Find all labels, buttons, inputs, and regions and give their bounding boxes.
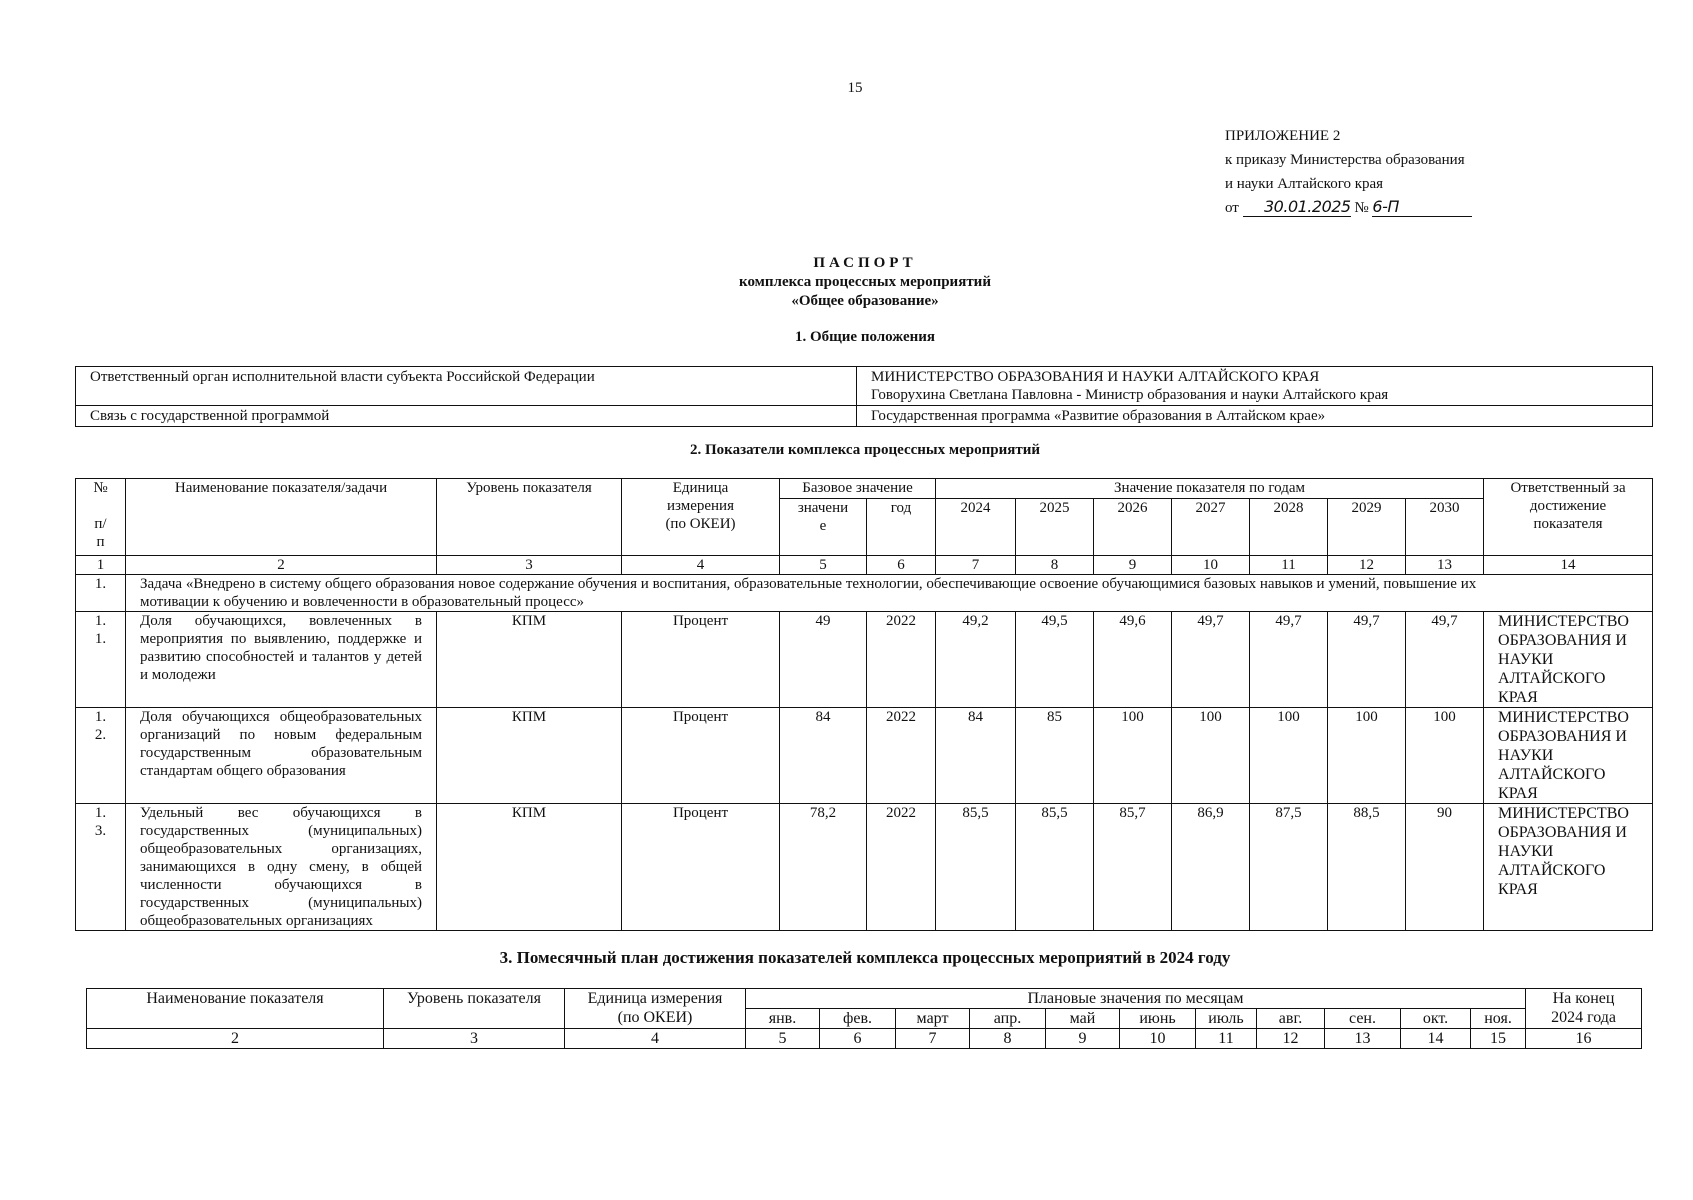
header-level: Уровень показателя xyxy=(437,479,622,556)
year-value: 49,5 xyxy=(1016,612,1094,708)
col-number: 2 xyxy=(87,1029,384,1049)
table-row xyxy=(76,804,1653,931)
col-number: 1 xyxy=(76,556,126,575)
ministry-name: МИНИСТЕРСТВО ОБРАЗОВАНИЯ И НАУКИ АЛТАЙСКОГО КРАЯ xyxy=(871,369,1320,385)
year-value: 88,5 xyxy=(1328,804,1406,931)
year-value: 100 xyxy=(1328,708,1406,804)
col-number: 13 xyxy=(1406,556,1484,575)
base-value: 49 xyxy=(780,612,867,708)
header-row xyxy=(76,479,1653,499)
header-year: 2024 xyxy=(936,499,1016,556)
header-by-years: Значение показателя по годам xyxy=(936,479,1484,499)
row-num-a: 1. xyxy=(94,805,107,821)
base-value: 78,2 xyxy=(780,804,867,931)
row-num xyxy=(76,708,126,804)
col-number: 13 xyxy=(1325,1029,1401,1049)
row-num xyxy=(76,804,126,931)
base-year: 2022 xyxy=(867,708,936,804)
section-1-heading: 1. Общие положения xyxy=(794,329,936,345)
indicator-unit: Процент xyxy=(622,612,780,708)
table-row xyxy=(76,708,1653,804)
header-name: Наименование показателя/задачи xyxy=(126,479,437,556)
header-year: 2030 xyxy=(1406,499,1484,556)
year-value: 100 xyxy=(1250,708,1328,804)
header-year: 2026 xyxy=(1094,499,1172,556)
header-month: март xyxy=(896,1009,970,1029)
col-number: 11 xyxy=(1250,556,1328,575)
header-planned: Плановые значения по месяцам xyxy=(746,989,1526,1009)
col-number: 7 xyxy=(936,556,1016,575)
header-num xyxy=(76,479,126,556)
year-value: 49,7 xyxy=(1172,612,1250,708)
header-month: янв. xyxy=(746,1009,820,1029)
year-value: 49,6 xyxy=(1094,612,1172,708)
appendix-title: ПРИЛОЖЕНИЕ 2 xyxy=(1225,128,1341,144)
col-number: 5 xyxy=(780,556,867,575)
header-month: ноя. xyxy=(1471,1009,1526,1029)
year-value: 85,5 xyxy=(936,804,1016,931)
col-number: 6 xyxy=(867,556,936,575)
responsible-body-label: Ответственный орган исполнительной власти субъекта Российской Федерации xyxy=(76,367,857,406)
header-resp-b: достижение xyxy=(1529,498,1607,514)
responsible: МИНИСТЕРСТВО ОБРАЗОВАНИЯ И НАУКИ АЛТАЙСКОГО КРАЯ xyxy=(1484,804,1653,931)
title-line-3: «Общее образование» xyxy=(791,293,939,309)
header-unit-a: Единица измерения xyxy=(587,990,723,1007)
header-num-c: п xyxy=(96,534,105,550)
section-2-heading: 2. Показатели комплекса процессных мероприятий xyxy=(689,442,1040,458)
col-number: 9 xyxy=(1094,556,1172,575)
col-number: 9 xyxy=(1046,1029,1120,1049)
header-month: апр. xyxy=(970,1009,1046,1029)
appendix-line-2: и науки Алтайского края xyxy=(1225,176,1384,192)
monthly-plan-table xyxy=(86,988,1642,1049)
header-month: фев. xyxy=(820,1009,896,1029)
header-num-b: п/ xyxy=(94,516,107,532)
base-value: 84 xyxy=(780,708,867,804)
program-link-label: Связь с государственной программой xyxy=(76,406,857,427)
year-value: 87,5 xyxy=(1250,804,1328,931)
year-value: 49,7 xyxy=(1406,612,1484,708)
col-number: 7 xyxy=(896,1029,970,1049)
header-year: 2028 xyxy=(1250,499,1328,556)
table-row xyxy=(76,367,1653,406)
year-value: 100 xyxy=(1406,708,1484,804)
year-value: 49,7 xyxy=(1250,612,1328,708)
col-number: 14 xyxy=(1401,1029,1471,1049)
row-num-b: 2. xyxy=(94,727,107,743)
col-number: 8 xyxy=(970,1029,1046,1049)
from-label: от xyxy=(1225,200,1239,216)
header-base-value xyxy=(780,499,867,556)
col-number: 15 xyxy=(1471,1029,1526,1049)
year-value: 49,7 xyxy=(1328,612,1406,708)
minister-name: Говорухина Светлана Павловна - Министр образования и науки Алтайского края xyxy=(871,387,1389,403)
header-resp-a: Ответственный за xyxy=(1510,480,1626,496)
year-value: 90 xyxy=(1406,804,1484,931)
general-provisions-table xyxy=(75,366,1653,427)
header-unit-b: (по ОКЕИ) xyxy=(617,1009,693,1026)
year-value: 85 xyxy=(1016,708,1094,804)
header-month: май xyxy=(1046,1009,1120,1029)
header-name: Наименование показателя xyxy=(87,989,384,1029)
header-year: 2025 xyxy=(1016,499,1094,556)
table-row xyxy=(76,406,1653,427)
page-number: 15 xyxy=(847,80,863,96)
task-num: 1. xyxy=(76,575,126,612)
number-label: № xyxy=(1354,200,1369,216)
header-end-a: На конец xyxy=(1552,990,1615,1007)
col-number: 11 xyxy=(1196,1029,1257,1049)
header-month: авг. xyxy=(1257,1009,1325,1029)
year-value: 85,5 xyxy=(1016,804,1094,931)
header-base-year: год xyxy=(867,499,936,556)
header-year: 2029 xyxy=(1328,499,1406,556)
appendix-line-1: к приказу Министерства образования xyxy=(1225,152,1465,168)
header-unit xyxy=(565,989,746,1029)
year-value: 85,7 xyxy=(1094,804,1172,931)
column-numbers-row xyxy=(87,1029,1642,1049)
task-row xyxy=(76,575,1653,612)
indicators-table xyxy=(75,478,1653,931)
header-base-value-a: значени xyxy=(797,500,849,516)
col-number: 10 xyxy=(1120,1029,1196,1049)
year-value: 100 xyxy=(1094,708,1172,804)
year-value: 86,9 xyxy=(1172,804,1250,931)
task-text-line-2: мотивации к обучению и вовлеченности в образовательный процесс» xyxy=(140,594,585,610)
task-text xyxy=(126,575,1653,612)
responsible: МИНИСТЕРСТВО ОБРАЗОВАНИЯ И НАУКИ АЛТАЙСКОГО КРАЯ xyxy=(1484,612,1653,708)
header-month: июнь xyxy=(1120,1009,1196,1029)
column-numbers-row xyxy=(76,556,1653,575)
col-number: 12 xyxy=(1328,556,1406,575)
header-row xyxy=(87,989,1642,1009)
header-end-of-year xyxy=(1526,989,1642,1029)
header-resp-c: показателя xyxy=(1533,516,1603,532)
col-number: 16 xyxy=(1526,1029,1642,1049)
indicator-level: КПМ xyxy=(437,804,622,931)
handwritten-number: 6-П xyxy=(1372,198,1472,217)
indicator-level: КПМ xyxy=(437,708,622,804)
header-base-value-b: е xyxy=(819,518,827,534)
program-link-value: Государственная программа «Развитие образования в Алтайском крае» xyxy=(857,406,1653,427)
task-text-line-1: Задача «Внедрено в систему общего образования новое содержание обучения и воспитания, образовательные технологии, обеспечивающие освоение обучающимися базовых навыков и умений, повышение их xyxy=(140,576,1477,592)
col-number: 3 xyxy=(437,556,622,575)
col-number: 4 xyxy=(565,1029,746,1049)
year-value: 84 xyxy=(936,708,1016,804)
header-base: Базовое значение xyxy=(780,479,936,499)
row-num-b: 3. xyxy=(94,823,107,839)
year-value: 49,2 xyxy=(936,612,1016,708)
order-date-line xyxy=(1225,196,1472,220)
header-month: окт. xyxy=(1401,1009,1471,1029)
header-month: сен. xyxy=(1325,1009,1401,1029)
year-value: 100 xyxy=(1172,708,1250,804)
appendix-block xyxy=(1225,124,1472,220)
header-unit-b: измерения xyxy=(666,498,734,514)
col-number: 5 xyxy=(746,1029,820,1049)
col-number: 14 xyxy=(1484,556,1653,575)
row-num-b: 1. xyxy=(94,631,107,647)
base-year: 2022 xyxy=(867,612,936,708)
table-row xyxy=(76,612,1653,708)
col-number: 10 xyxy=(1172,556,1250,575)
header-unit xyxy=(622,479,780,556)
base-year: 2022 xyxy=(867,804,936,931)
row-num-a: 1. xyxy=(94,709,107,725)
section-3-heading: 3. Помесячный план достижения показателей комплекса процессных мероприятий в 2024 году xyxy=(499,948,1231,967)
row-num xyxy=(76,612,126,708)
col-number: 3 xyxy=(384,1029,565,1049)
col-number: 2 xyxy=(126,556,437,575)
header-responsible xyxy=(1484,479,1653,556)
row-num-a: 1. xyxy=(94,613,107,629)
header-num-a: № xyxy=(93,480,108,496)
header-level: Уровень показателя xyxy=(384,989,565,1029)
responsible-body-value xyxy=(857,367,1653,406)
indicator-name: Доля обучающихся общеобразовательных организаций по новым федеральным государственным образовательным стандартам общего образования xyxy=(126,708,437,804)
header-end-b: 2024 года xyxy=(1551,1009,1617,1026)
indicator-name: Доля обучающихся, вовлеченных в мероприятия по выявлению, поддержке и развитию способностей и талантов у детей и молодежи xyxy=(126,612,437,708)
indicator-name: Удельный вес обучающихся в государственных (муниципальных) общеобразовательных организациях, занимающихся в одну смену, в общей численности обучающихся в государственных (муниципальных) общеобразовательных организациях xyxy=(126,804,437,931)
col-number: 12 xyxy=(1257,1029,1325,1049)
responsible: МИНИСТЕРСТВО ОБРАЗОВАНИЯ И НАУКИ АЛТАЙСКОГО КРАЯ xyxy=(1484,708,1653,804)
document-title xyxy=(0,254,1693,311)
header-unit-c: (по ОКЕИ) xyxy=(665,516,736,532)
col-number: 6 xyxy=(820,1029,896,1049)
indicator-unit: Процент xyxy=(622,804,780,931)
header-year: 2027 xyxy=(1172,499,1250,556)
title-line-2: комплекса процессных мероприятий xyxy=(739,274,991,290)
indicator-level: КПМ xyxy=(437,612,622,708)
col-number: 8 xyxy=(1016,556,1094,575)
header-unit-a: Единица xyxy=(672,480,729,496)
col-number: 4 xyxy=(622,556,780,575)
handwritten-date: 30.01.2025 xyxy=(1243,198,1351,217)
indicator-unit: Процент xyxy=(622,708,780,804)
title-line-1: ПАСПОРТ xyxy=(813,255,917,271)
header-month: июль xyxy=(1196,1009,1257,1029)
